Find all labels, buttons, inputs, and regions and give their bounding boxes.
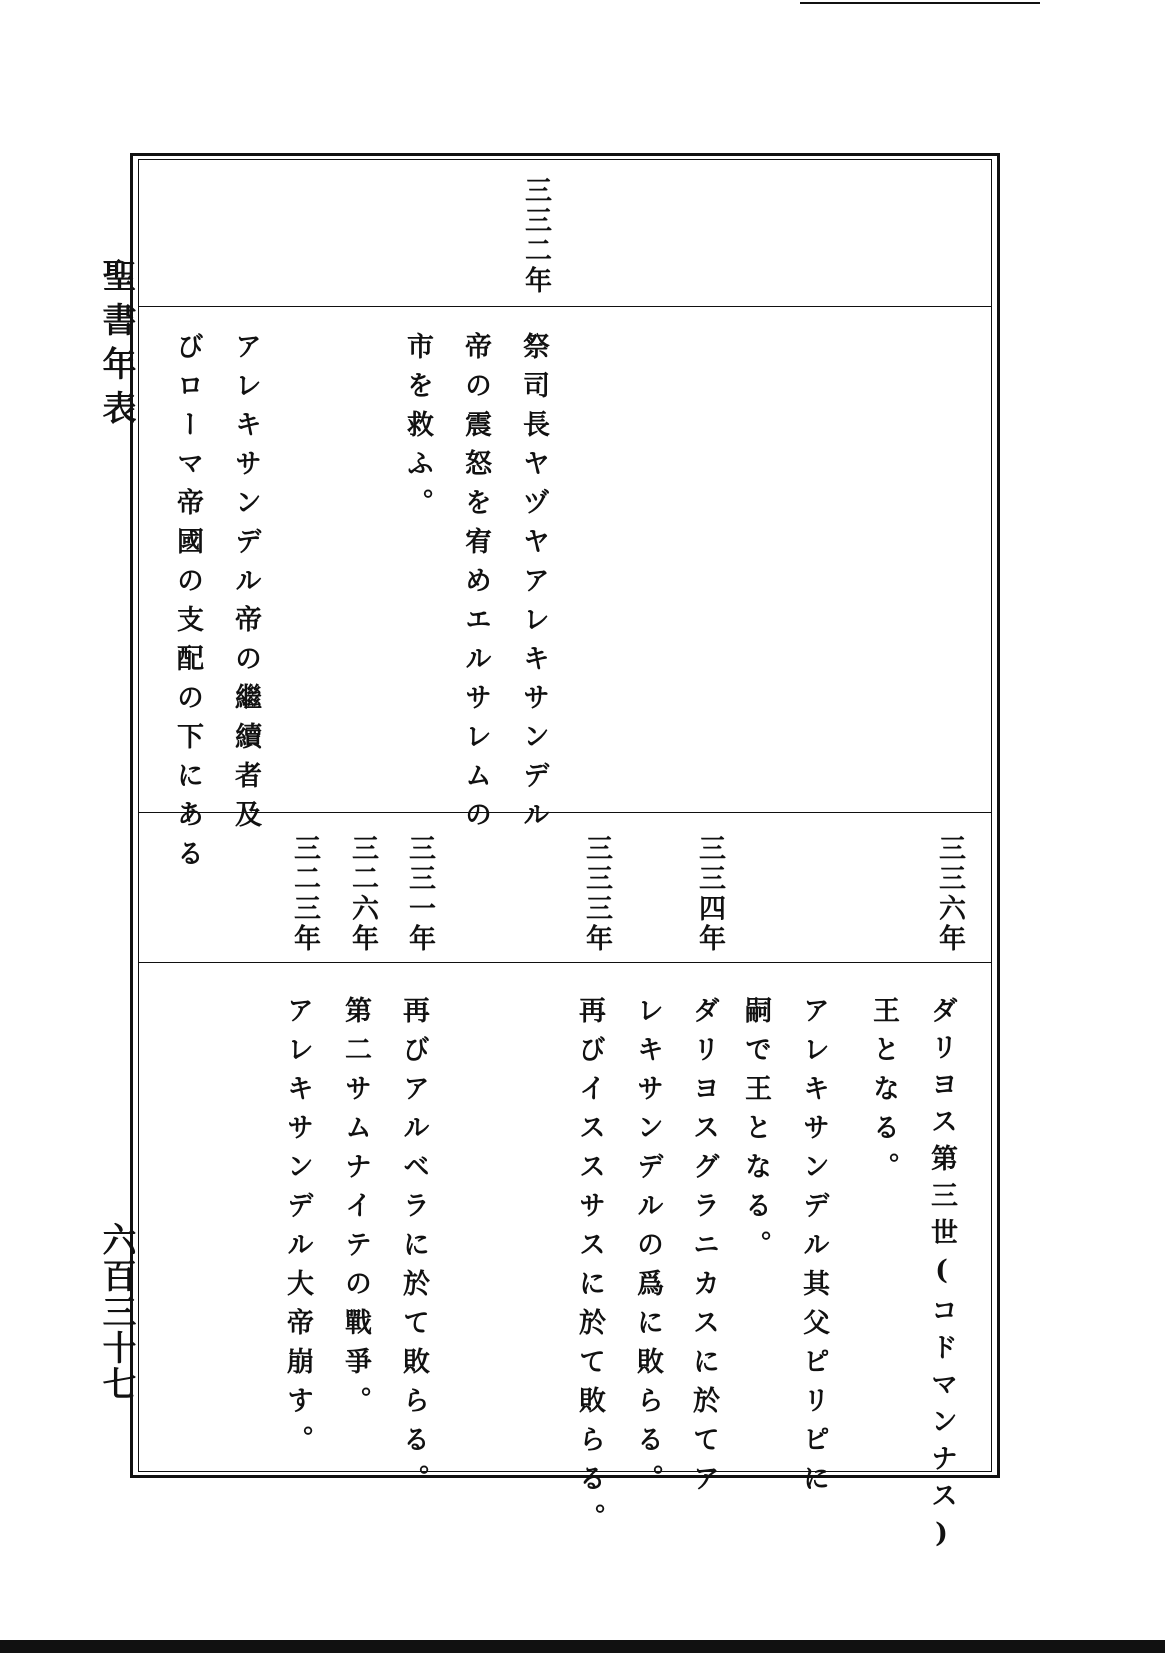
section-divider xyxy=(138,812,992,813)
event-line: 第二サムナイテの戰爭。 xyxy=(340,996,371,1425)
event-line: レキサンデルの爲に敗らる。 xyxy=(632,996,663,1503)
running-head: 聖書年表 xyxy=(96,258,136,434)
event-line: 嗣で王となる。 xyxy=(740,996,771,1269)
event-line: 市を救ふ。 xyxy=(402,332,433,527)
event-line: 再びイススサスに於て敗らる。 xyxy=(574,996,605,1542)
year-label-331: 三三一年 xyxy=(404,834,435,954)
event-line: 帝の震怒を宥めエルサレムの xyxy=(460,332,491,839)
table-frame-inner xyxy=(138,159,992,1472)
event-line: びローマ帝國の支配の下にある xyxy=(172,332,203,878)
lower-header-divider xyxy=(138,962,992,963)
top-rule xyxy=(800,2,1040,4)
year-label-334: 三三四年 xyxy=(694,834,725,954)
scan-edge-band xyxy=(0,1640,1165,1653)
event-line: アレキサンデル大帝崩す。 xyxy=(282,996,313,1464)
page-number: 六百三十七 xyxy=(96,1222,136,1402)
year-label-323: 三二三年 xyxy=(289,834,320,954)
event-line: アレキサンデル帝の繼續者及 xyxy=(230,332,261,839)
year-label-333: 三三三年 xyxy=(581,834,612,954)
event-line: ダリヨスグラニカスに於てア xyxy=(688,996,719,1503)
upper-header-divider xyxy=(138,306,992,307)
event-line: 再びアルベラに於て敗らる。 xyxy=(398,996,429,1503)
event-line: ダリヨス第三世(コドマンナス) xyxy=(926,996,957,1559)
year-label-336: 三三六年 xyxy=(934,834,965,954)
year-label-326: 三二六年 xyxy=(347,834,378,954)
event-line: アレキサンデル其父ピリピに xyxy=(798,996,829,1503)
event-line: 王となる。 xyxy=(868,996,899,1191)
year-label-332: 三三二年 xyxy=(520,176,551,296)
event-line: 祭司長ヤヅヤアレキサンデル xyxy=(518,332,549,839)
